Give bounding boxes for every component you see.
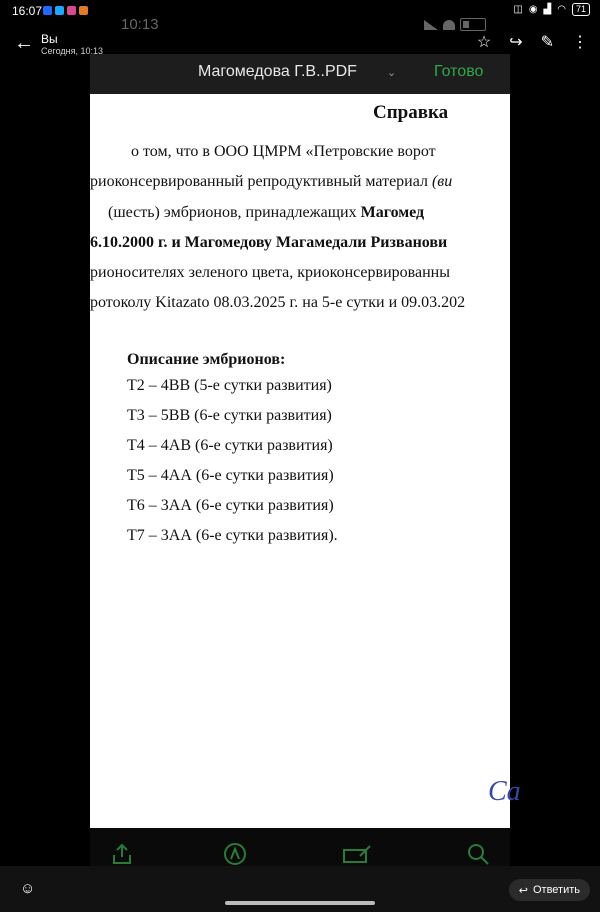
instagram-icon xyxy=(67,6,76,15)
signature: Ca xyxy=(488,776,521,807)
doc-line-2 xyxy=(90,173,452,191)
done-button[interactable]: Готово xyxy=(434,63,484,80)
sender-name: Вы xyxy=(41,32,58,46)
forward-icon[interactable]: ↪ xyxy=(509,34,523,51)
document-page xyxy=(90,94,521,828)
wifi-icon: ◠ xyxy=(557,4,566,15)
battery-indicator: 71 xyxy=(572,3,590,16)
attached-screenshot[interactable] xyxy=(90,0,521,880)
eye-icon: ◉ xyxy=(528,4,538,15)
embryo-item: Т7 – 3АА (6-е сутки развития). xyxy=(127,527,338,544)
message-date: Сегодня, 10:13 xyxy=(41,46,104,56)
star-icon[interactable]: ☆ xyxy=(476,34,492,51)
document-title: Справка xyxy=(373,102,449,123)
app-icon xyxy=(79,6,88,15)
share-icon[interactable] xyxy=(110,842,134,866)
markup-icon[interactable] xyxy=(223,842,247,866)
emoji-icon[interactable]: ☺ xyxy=(20,880,36,897)
bottom-bar xyxy=(0,866,600,912)
edit-icon[interactable]: ✎ xyxy=(540,34,554,51)
doc-line-5: рионосителях зеленого цвета, криоконсервированны xyxy=(90,264,450,281)
gesture-handle xyxy=(225,901,375,905)
embryo-item: Т3 – 5ВВ (6-е сутки развития) xyxy=(127,407,332,424)
doc-line-2-text: риоконсервированный репродуктивный материал xyxy=(90,173,432,190)
search-icon[interactable] xyxy=(466,842,490,866)
doc-line-2-italic: (ви xyxy=(431,173,453,190)
embryo-item: Т4 – 4АВ (6-е сутки развития) xyxy=(127,437,333,454)
vibrate-icon: ◫ xyxy=(513,4,523,15)
back-arrow-icon[interactable]: ← xyxy=(14,32,34,54)
messages-icon xyxy=(43,6,52,15)
signal-icon: ▟ xyxy=(543,4,552,15)
embryo-item: Т6 – 3АА (6-е сутки развития) xyxy=(127,497,334,514)
doc-line-3-text: (шесть) эмбрионов, принадлежащих xyxy=(108,204,361,221)
chat-icon xyxy=(55,6,64,15)
embryo-item: Т5 – 4АА (6-е сутки развития) xyxy=(127,467,334,484)
chevron-down-icon[interactable]: ⌄ xyxy=(387,67,397,79)
status-time: 16:07 xyxy=(12,4,43,18)
system-icons xyxy=(513,3,590,16)
doc-line-1: о том, что в ООО ЦМРМ «Петровские ворот xyxy=(131,143,436,160)
reply-button[interactable] xyxy=(509,879,590,901)
viewer-header xyxy=(0,24,600,66)
embryo-item: Т2 – 4ВВ (5-е сутки развития) xyxy=(127,377,332,394)
doc-line-3 xyxy=(108,204,424,222)
doc-line-4: 6.10.2000 г. и Магомедову Магамедали Ризванови xyxy=(90,234,448,251)
signature-icon[interactable] xyxy=(342,842,374,866)
reply-icon: ↩ xyxy=(518,884,528,897)
embryo-description xyxy=(127,351,338,557)
description-title: Описание эмбрионов: xyxy=(127,351,286,368)
doc-line-3-bold: Магомед xyxy=(360,204,425,221)
header-actions xyxy=(477,32,588,52)
doc-line-6: ротоколу Kitazato 08.03.2025 г. на 5-е сутки и 09.03.202 xyxy=(90,294,466,311)
embedded-time: 10:13 xyxy=(121,16,159,33)
reply-label: Ответить xyxy=(532,884,580,896)
pdf-filename[interactable]: Магомедова Г.В..PDF xyxy=(198,63,357,80)
more-icon[interactable]: ⋮ xyxy=(572,34,588,51)
